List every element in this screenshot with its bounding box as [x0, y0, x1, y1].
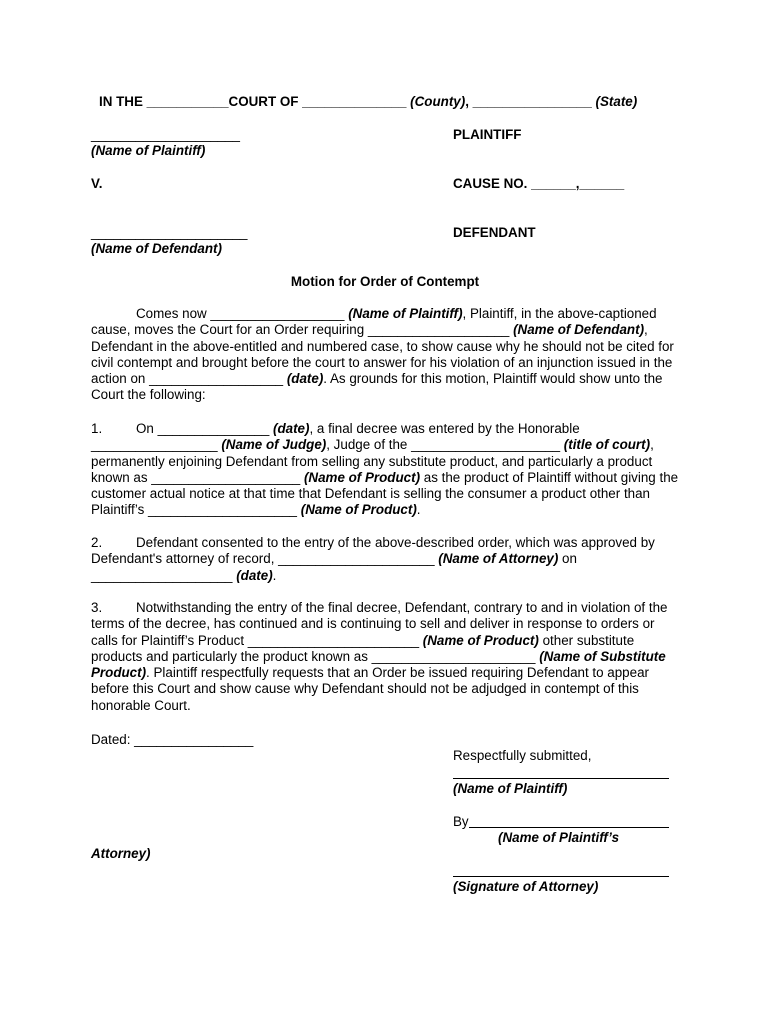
attorney-name-line[interactable] — [469, 827, 669, 828]
court-caption-line — [99, 94, 637, 110]
item-1-text: , Judge of the ____________________ — [326, 437, 564, 453]
attorney-signature-line[interactable] — [453, 876, 669, 877]
item-2-text: . — [272, 567, 277, 583]
defendant-name-label: (Name of Defendant) — [91, 241, 222, 256]
item-2-text: on ___________________ — [91, 551, 577, 583]
item-3-text: . Plaintiff respectfully requests that an Order be issued requiring Defendant to appear before this Court and show cause why Defendant should not be adjudged in contempt of this honorable Court. — [91, 665, 649, 713]
item-3-text: other substitute products and particularly the product known as ______________________ — [91, 632, 635, 664]
item-1-text: On _______________ — [136, 421, 274, 436]
item-3-substitute-label: (Name of Substitute Product) — [91, 648, 666, 681]
court-line-part-b: , ________________ — [465, 94, 596, 109]
item-1-number: 1. — [91, 421, 103, 436]
item-3-text: Notwithstanding the entry of the final decree, Defendant, contrary to and in violation of the terms of the decree, has continued and is continuing to sell and deliver in response to orders or calls for Plaintiff’s Product _______________________ — [91, 600, 668, 648]
numbered-item-2 — [91, 535, 681, 584]
attorney-name-label-a: (Name of Plaintiff’s — [498, 830, 620, 845]
item-1-text: . — [416, 502, 421, 518]
item-3-product-label: (Name of Product) — [422, 632, 539, 648]
state-label: (State) — [595, 94, 638, 109]
item-1-text: , permanently enjoining Defendant from selling any substitute product, and particularly a product known as ____________________ — [91, 437, 654, 485]
document-title: Motion for Order of Contempt — [290, 274, 480, 289]
numbered-item-3 — [91, 600, 681, 714]
item-2-attorney-label: (Name of Attorney) — [438, 551, 559, 567]
intro-defendant-label: (Name of Defendant) — [513, 322, 645, 338]
intro-text-2: , Plaintiff, in the above-captioned cause, moves the Court for an Order requiring ___________________ — [91, 306, 657, 338]
respectfully-submitted: Respectfully submitted, — [453, 748, 592, 763]
intro-plaintiff-label: (Name of Plaintiff) — [348, 306, 463, 321]
plaintiff-name-label: (Name of Plaintiff) — [91, 143, 206, 158]
intro-paragraph — [91, 306, 681, 404]
intro-text-4: . As grounds for this motion, Plaintiff would show unto the Court the following: — [91, 371, 663, 403]
court-line-part-a: IN THE ___________COURT OF ______________ — [99, 94, 411, 109]
dated-field[interactable]: Dated: ________________ — [91, 732, 254, 747]
signature-plaintiff-label: (Name of Plaintiff) — [453, 781, 568, 796]
item-1-court-label: (title of court) — [563, 437, 651, 453]
intro-text-3: , Defendant in the above-entitled and numbered case, to show cause why he should not be cited for civil contempt and brought before the court to answer for his violation of an injunction issued in the action on __________________ — [91, 322, 674, 387]
plaintiff-signature-line[interactable] — [453, 778, 669, 779]
numbered-item-1 — [91, 421, 681, 519]
intro-text-1: Comes now __________________ — [136, 306, 349, 321]
item-2-number: 2. — [91, 535, 103, 550]
versus-label: V. — [91, 176, 103, 191]
item-1-date-label: (date) — [273, 421, 310, 436]
item-2-date-label: (date) — [236, 567, 273, 583]
item-1-judge-label: (Name of Judge) — [221, 437, 327, 453]
item-1-text: , a final decree was entered by the Honorable _________________ — [91, 421, 580, 453]
item-1-product-label-2: (Name of Product) — [300, 502, 417, 518]
item-3-number: 3. — [91, 600, 103, 615]
plaintiff-name-blank[interactable]: ____________________ — [91, 127, 240, 142]
signature-of-attorney-label: (Signature of Attorney) — [453, 879, 599, 894]
defendant-heading: DEFENDANT — [453, 225, 536, 240]
county-label: (County) — [410, 94, 466, 109]
item-1-text: as the product of Plaintiff without giving the customer actual notice at that time that Defendant is selling the consumer a product other than Plaintiff’s ____________________ — [91, 469, 679, 518]
plaintiff-heading: PLAINTIFF — [453, 127, 522, 142]
item-2-text: Defendant consented to the entry of the above-described order, which was approved by Defendant's attorney of record, _____________________ — [91, 535, 655, 567]
defendant-name-blank[interactable]: _____________________ — [91, 225, 248, 240]
item-1-product-label: (Name of Product) — [303, 469, 421, 485]
intro-date-label: (date) — [286, 371, 324, 387]
attorney-name-label-b: Attorney) — [91, 846, 151, 861]
by-label: By — [453, 814, 469, 829]
cause-number[interactable]: CAUSE NO. ______,______ — [453, 176, 625, 191]
